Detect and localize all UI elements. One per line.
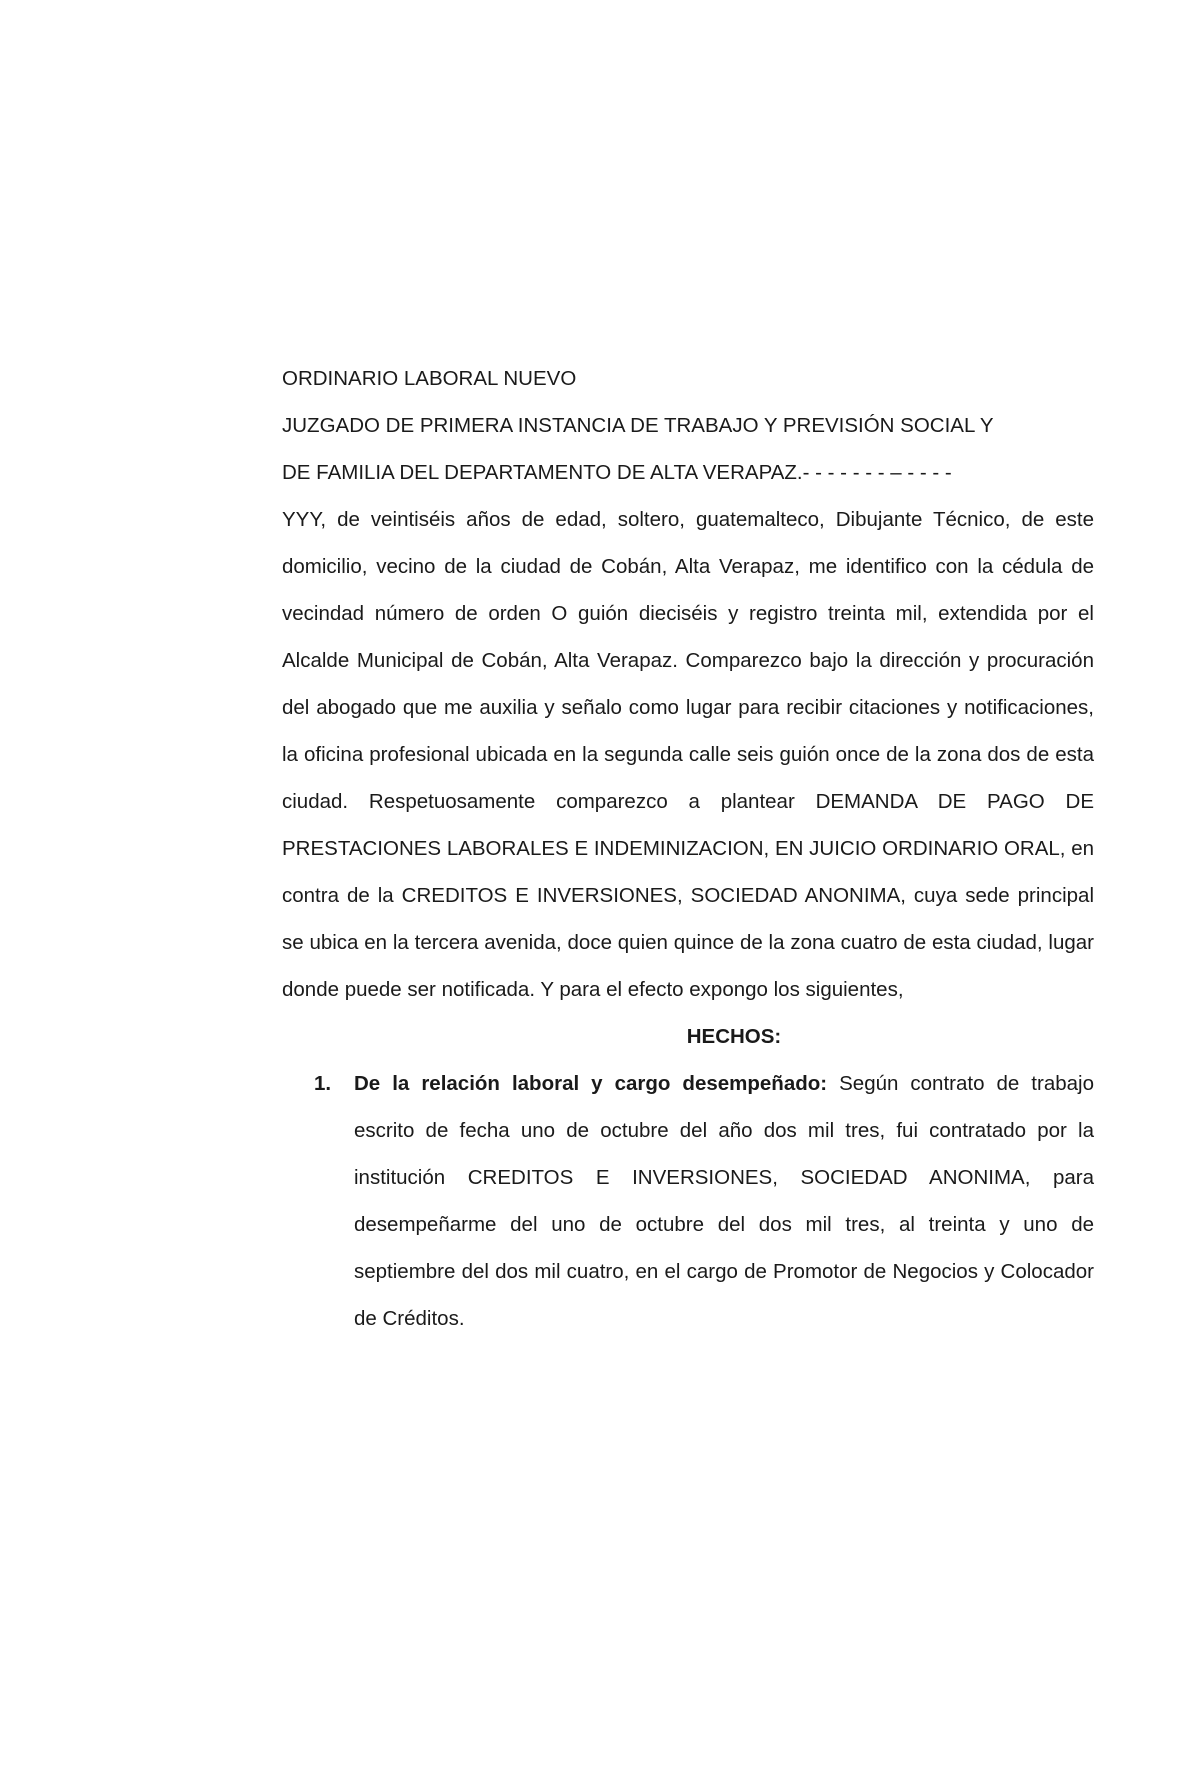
document-body <box>282 355 1094 1342</box>
court-name-line-2: DE FAMILIA DEL DEPARTAMENTO DE ALTA VERAPAZ.- - - - - - - – - - - - <box>282 461 952 484</box>
intro-paragraph: YYY, de veintiséis años de edad, soltero, guatemalteco, Dibujante Técnico, de este domicilio, vecino de la ciudad de Cobán, Alta Verapaz, me identifico con la cédula de vecindad número de orden O guión dieciséis y registro treinta mil, extendida por el Alcalde Municipal de Cobán, Alta Verapaz. Comparezco bajo la dirección y procuración del abogado que me auxilia y señalo como lugar para recibir citaciones y notificaciones, la oficina profesional ubicada en la segunda calle seis guión once de la zona dos de esta ciudad. Respetuosamente comparezco a plantear DEMANDA DE PAGO DE PRESTACIONES LABORALES E INDEMINIZACION, EN JUICIO ORDINARIO ORAL, en contra de la CREDITOS E INVERSIONES, SOCIEDAD ANONIMA, cuya sede principal se ubica en la tercera avenida, doce quien quince de la zona cuatro de esta ciudad, lugar donde puede ser notificada. Y para el efecto expongo los siguientes, <box>282 508 1094 1001</box>
court-name-line-1: JUZGADO DE PRIMERA INSTANCIA DE TRABAJO Y PREVISIÓN SOCIAL Y <box>282 414 994 437</box>
facts-list <box>282 1060 1094 1342</box>
section-title-hechos: HECHOS: <box>686 1025 782 1048</box>
case-type-heading: ORDINARIO LABORAL NUEVO <box>282 367 577 390</box>
fact-number: 1. <box>314 1072 332 1095</box>
fact-title: De la relación laboral y cargo desempeñado: <box>354 1072 828 1095</box>
fact-item <box>282 1060 1094 1342</box>
fact-text: Según contrato de trabajo escrito de fecha uno de octubre del año dos mil tres, fui contratado por la institución CREDITOS E INVERSIONES, SOCIEDAD ANONIMA, para desempeñarme del uno de octubre del dos mil tres, al treinta y uno de septiembre del dos mil cuatro, en el cargo de Promotor de Negocios y Colocador de Créditos. <box>354 1072 1094 1330</box>
